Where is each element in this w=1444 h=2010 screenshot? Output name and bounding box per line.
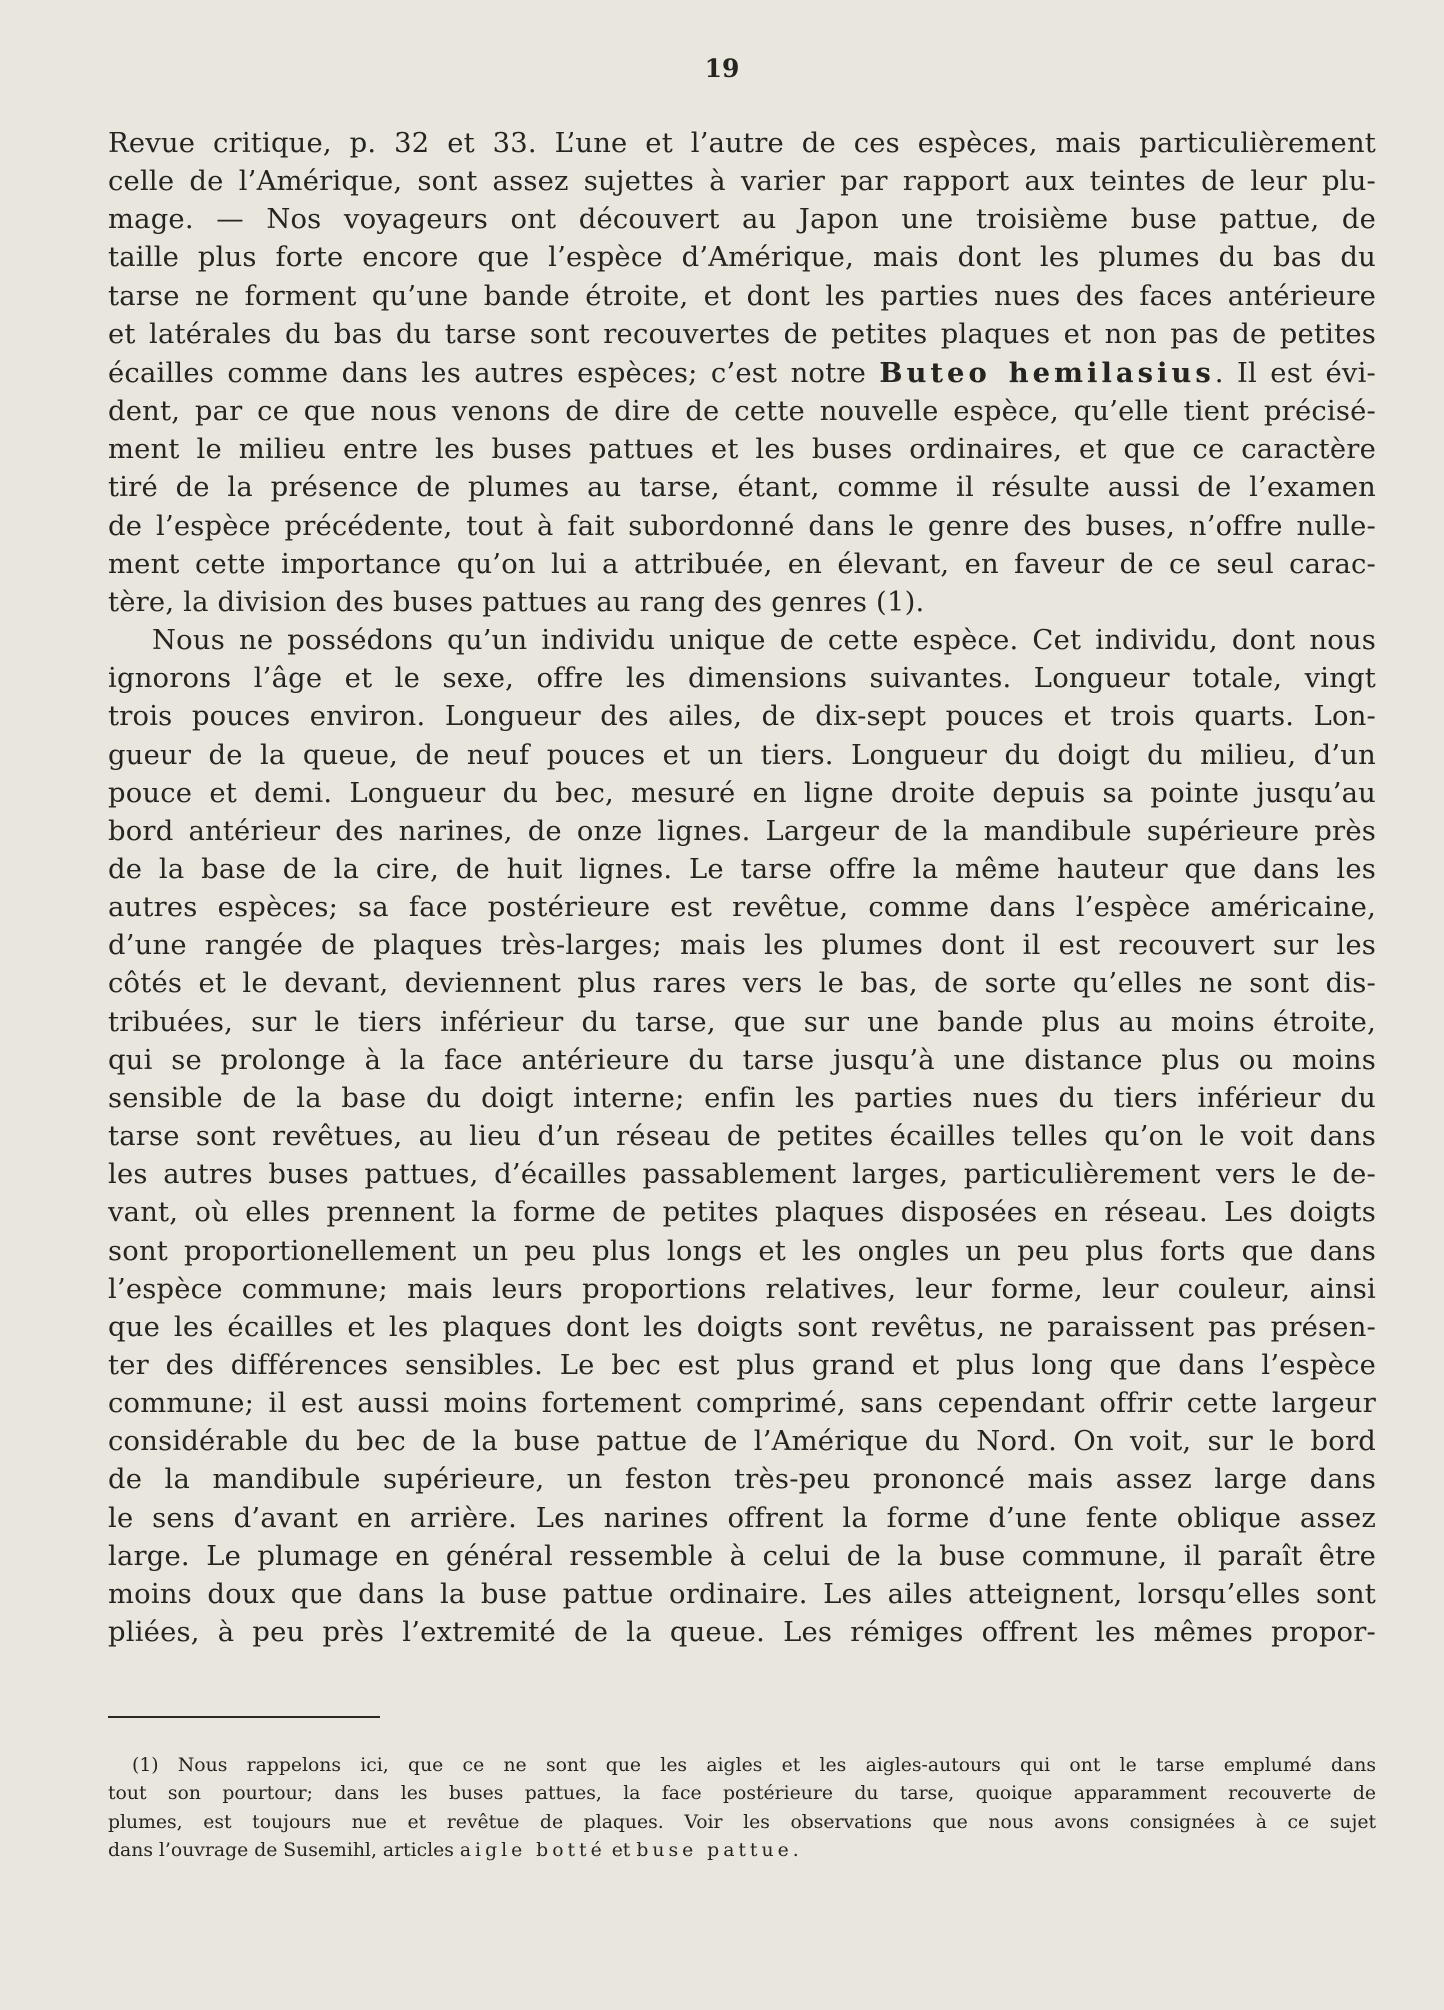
- text-line: dent, par ce que nous venons de dire de cette nouvelle espèce, qu’elle tient précisé-: [108, 396, 1376, 428]
- text-line: Nous ne possédons qu’un individu unique de cette espèce. Cet individu, dont nous: [152, 625, 1376, 657]
- footnote-line: tout son pourtour; dans les buses pattues, la face postérieure du tarse, quoique apparamment recouverte de: [108, 1783, 1376, 1805]
- text-line: moins doux que dans la buse pattue ordinaire. Les ailes atteignent, lorsqu’elles sont: [108, 1578, 1376, 1610]
- text-line: trois pouces environ. Longueur des ailes, de dix-sept pouces et trois quarts. Lon-: [108, 701, 1376, 733]
- text-line: sensible de la base du doigt interne; enfin les parties nues du tiers inférieur du: [108, 1082, 1376, 1114]
- text-line: vant, où elles prennent la forme de petites plaques disposées en réseau. Les doigts: [108, 1197, 1376, 1229]
- text-line: côtés et le devant, deviennent plus rares vers le bas, de sorte qu’elles ne sont dis-: [108, 968, 1376, 1000]
- text-line: les autres buses pattues, d’écailles passablement larges, particulièrement vers le de-: [108, 1159, 1376, 1191]
- text-line: tère, la division des buses pattues au rang des genres (1).: [108, 586, 925, 618]
- text-line: écailles comme dans les autres espèces; c’est notre Buteo hemilasius. Il est évi-: [108, 356, 1376, 389]
- text-line: qui se prolonge à la face antérieure du tarse jusqu’à une distance plus ou moins: [108, 1044, 1376, 1076]
- text-line: pliées, à peu près l’extremité de la queue. Les rémiges offrent les mêmes propor-: [108, 1617, 1376, 1649]
- page-number: 19: [704, 54, 740, 83]
- footnote: [108, 1752, 1376, 1866]
- footnote-line: plumes, est toujours nue et revêtue de plaques. Voir les observations que nous avons consignées à ce sujet: [108, 1811, 1376, 1833]
- text-line: autres espèces; sa face postérieure est revêtue, comme dans l’espèce américaine,: [108, 892, 1376, 924]
- text-line: gueur de la queue, de neuf pouces et un tiers. Longueur du doigt du milieu, d’un: [108, 739, 1376, 771]
- text-line: tribuées, sur le tiers inférieur du tarse, que sur une bande plus au moins étroite,: [108, 1006, 1376, 1038]
- text-line: tiré de la présence de plumes au tarse, étant, comme il résulte aussi de l’examen: [108, 472, 1376, 504]
- text-line: ter des différences sensibles. Le bec est plus grand et plus long que dans l’espèce: [108, 1350, 1376, 1381]
- text-line: ment cette importance qu’on lui a attribuée, en élevant, en faveur de ce seul carac-: [108, 548, 1376, 580]
- text-line: l’espèce commune; mais leurs proportions relatives, leur forme, leur couleur, ainsi: [108, 1273, 1376, 1305]
- text-line: celle de l’Amérique, sont assez sujettes à varier par rapport aux teintes de leur plu-: [108, 166, 1376, 198]
- text-line: tarse sont revêtues, au lieu d’un réseau de petites écailles telles qu’on le voit dans: [108, 1121, 1376, 1153]
- text-line: d’une rangée de plaques très-larges; mais les plumes dont il est recouvert sur les: [108, 930, 1376, 962]
- text-line: bord antérieur des narines, de onze lignes. Largeur de la mandibule supérieure près: [108, 815, 1376, 847]
- text-line: mage. — Nos voyageurs ont découvert au Japon une troisième buse pattue, de: [108, 204, 1376, 236]
- text-line: sont proportionellement un peu plus longs et les ongles un peu plus forts que dans: [108, 1235, 1376, 1267]
- footnote-line: dans l’ouvrage de Susemihl, articles aigle botté et buse pattue.: [108, 1840, 799, 1862]
- text-line: le sens d’avant en arrière. Les narines offrent la forme d’une fente oblique assez: [108, 1502, 1376, 1534]
- text-line: de la mandibule supérieure, un feston très-peu prononcé mais assez large dans: [108, 1464, 1376, 1496]
- text-line: ignorons l’âge et le sexe, offre les dimensions suivantes. Longueur totale, vingt: [108, 663, 1376, 695]
- text-line: pouce et demi. Longueur du bec, mesuré en ligne droite depuis sa pointe jusqu’au: [108, 777, 1376, 809]
- text-line: ment le milieu entre les buses pattues et les buses ordinaires, et que ce caractère: [108, 434, 1376, 466]
- text-line: et latérales du bas du tarse sont recouvertes de petites plaques et non pas de petites: [108, 318, 1376, 350]
- body-text: [108, 125, 1376, 1652]
- text-line: que les écailles et les plaques dont les doigts sont revêtus, ne paraissent pas présen-: [108, 1311, 1376, 1343]
- text-line: de la base de la cire, de huit lignes. Le tarse offre la même hauteur que dans les: [108, 853, 1376, 885]
- text-line: commune; il est aussi moins fortement comprimé, sans cependant offrir cette largeur: [108, 1388, 1376, 1420]
- text-line: considérable du bec de la buse pattue de l’Amérique du Nord. On voit, sur le bord: [108, 1426, 1376, 1458]
- text-line: de l’espèce précédente, tout à fait subordonné dans le genre des buses, n’offre nulle-: [108, 510, 1376, 542]
- text-line: Revue critique, p. 32 et 33. L’une et l’autre de ces espèces, mais particulièrement: [108, 128, 1376, 159]
- footnote-line: (1) Nous rappelons ici, que ce ne sont que les aigles et les aigles-autours qui ont le tarse emplumé dans: [132, 1755, 1376, 1776]
- footnote-separator: [108, 1716, 380, 1718]
- text-line: large. Le plumage en général ressemble à celui de la buse commune, il paraît être: [108, 1540, 1376, 1572]
- text-line: taille plus forte encore que l’espèce d’Amérique, mais dont les plumes du bas du: [108, 242, 1376, 274]
- text-line: tarse ne forment qu’une bande étroite, et dont les parties nues des faces antérieure: [108, 280, 1376, 312]
